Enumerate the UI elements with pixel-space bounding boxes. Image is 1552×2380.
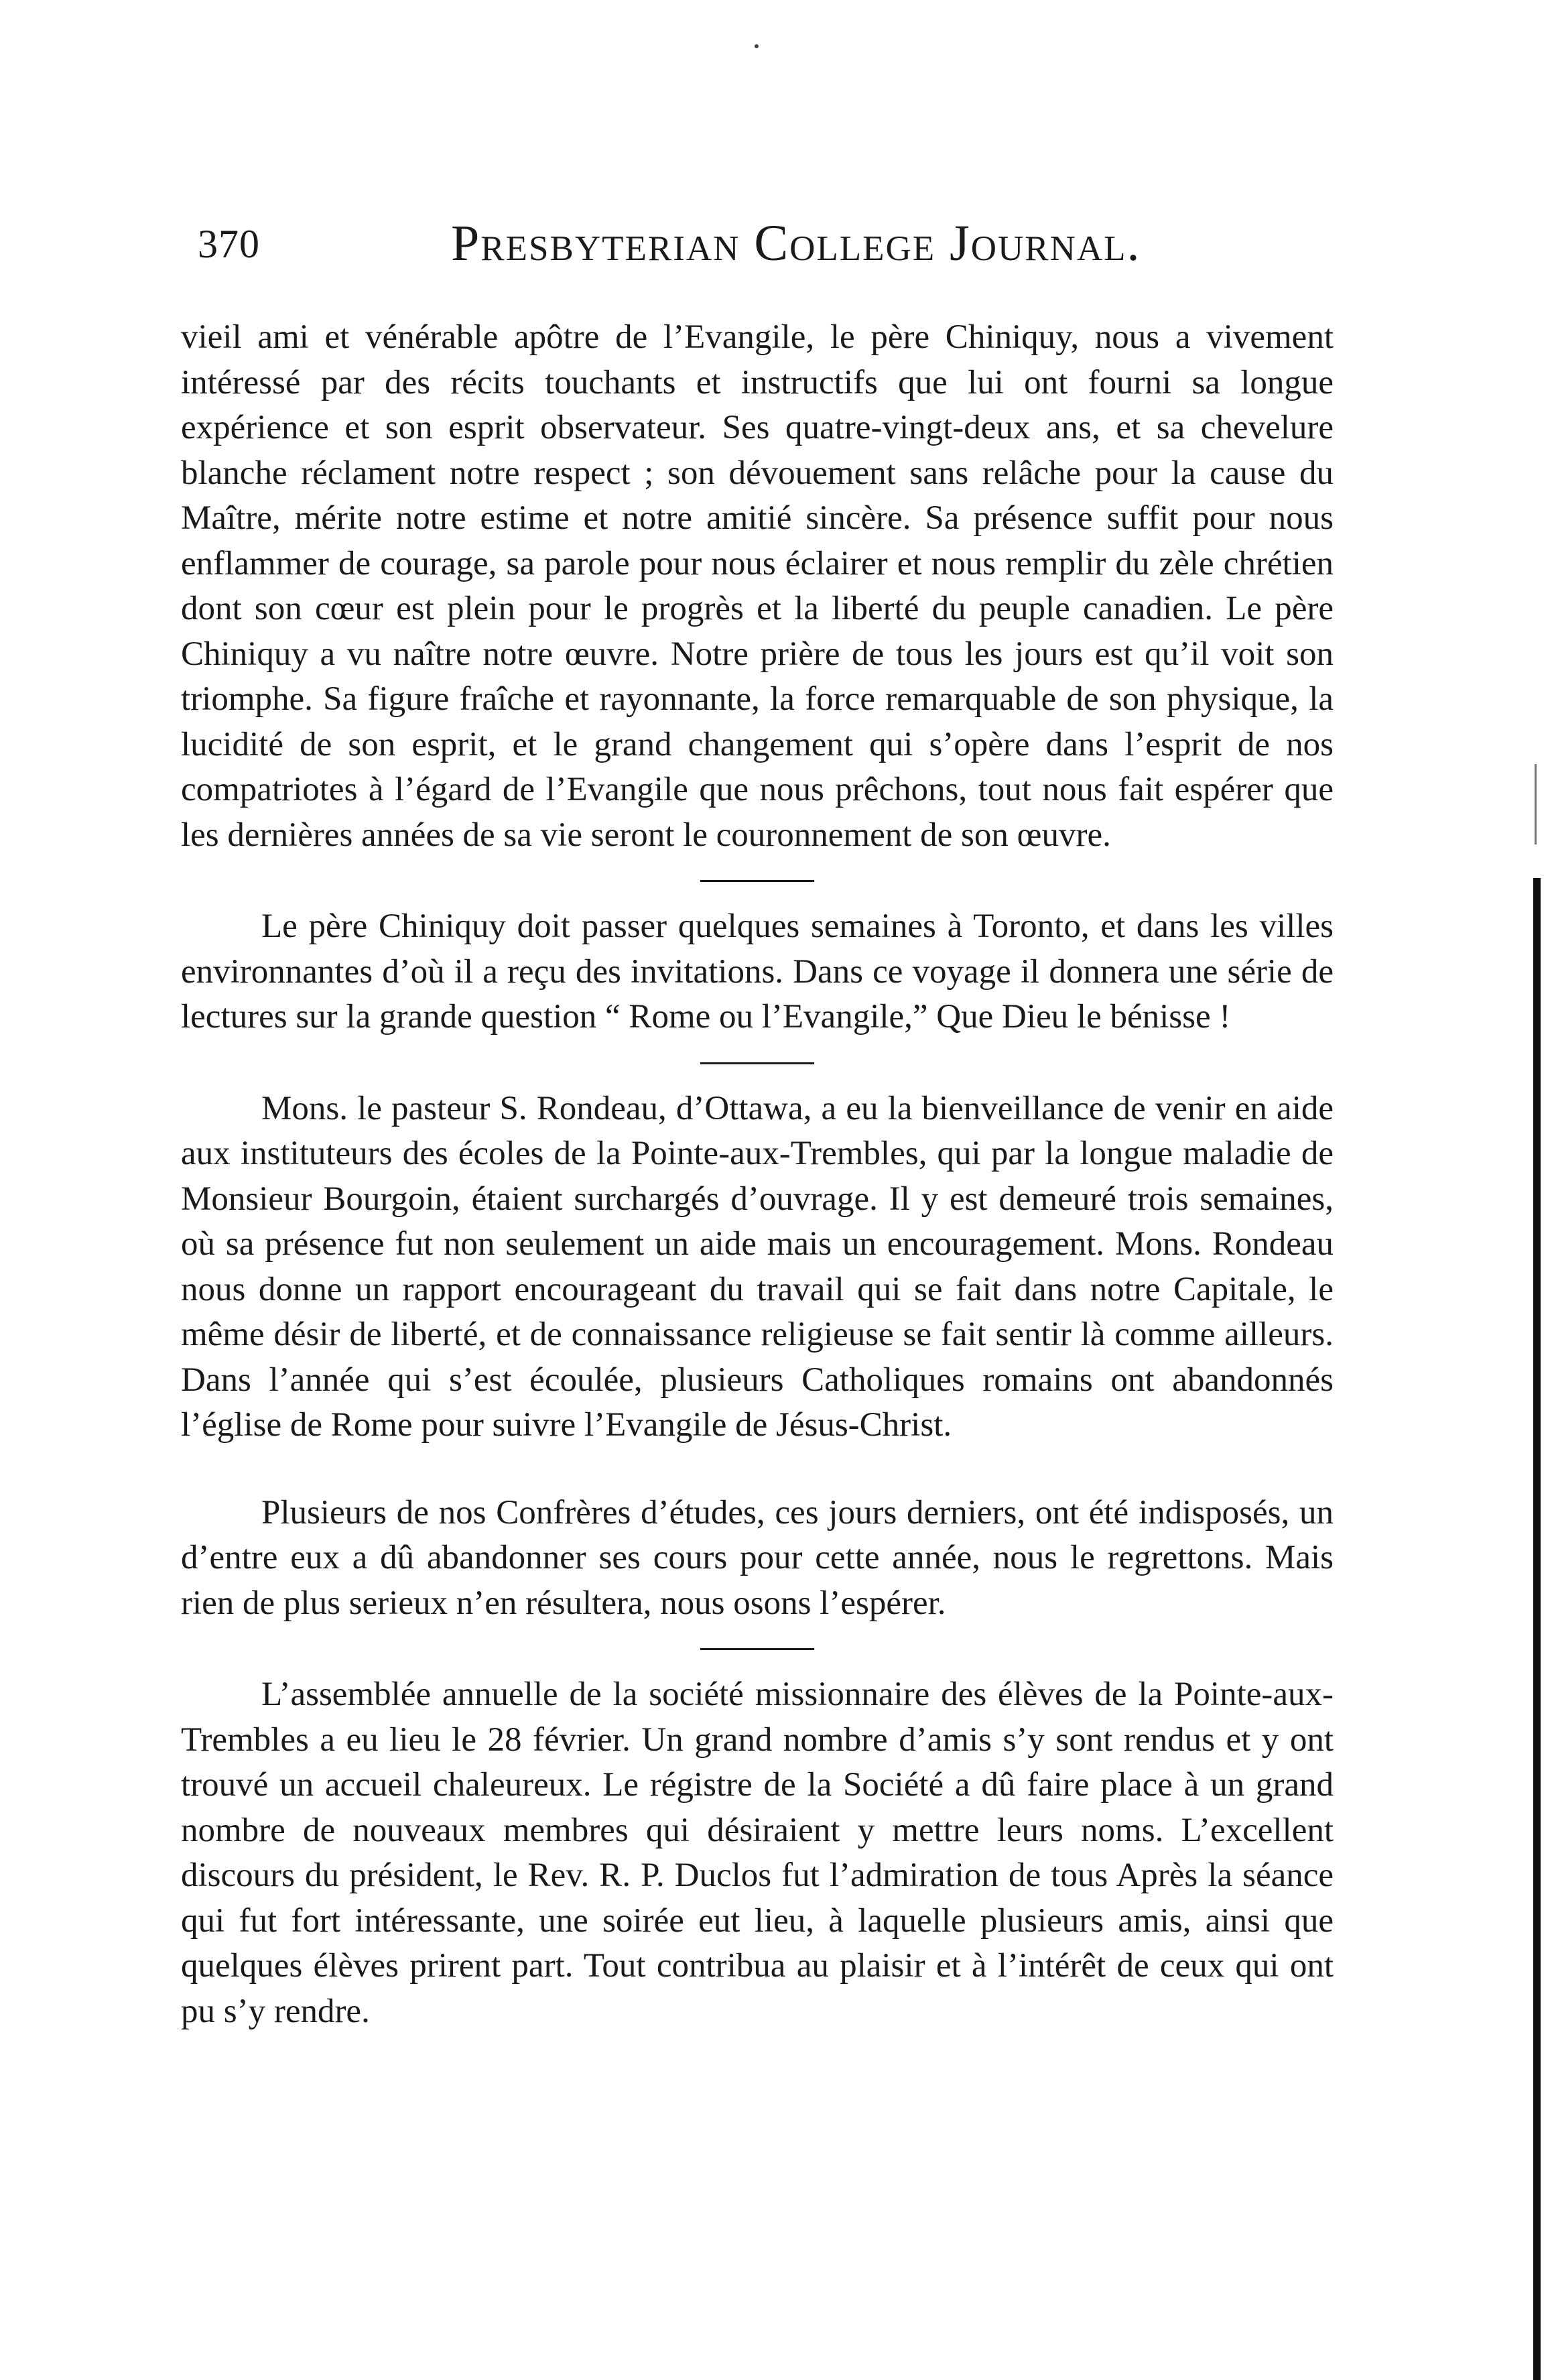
paragraph-chiniquy-toronto: Le père Chiniquy doit passer quelques semaines à Toronto, et dans les villes environnantes d’où il a reçu des invitations. Dans ce voyage il donnera une série de lectures sur la grande question “ Rome ou l’Evangile,” Que Dieu le bénisse ! — [181, 907, 1334, 1036]
scan-edge-mark — [1535, 764, 1537, 844]
paragraph-rondeau: Mons. le pasteur S. Rondeau, d’Ottawa, a eu la bienveillance de venir en aide aux instituteurs des écoles de la Pointe-aux-Trembles, qui par la longue maladie de Monsieur Bourgoin, étaient surchargés d’ouvrage. Il y est demeuré trois semaines, où sa présence fut non seulement un aide mais un encouragement. Mons. Rondeau nous donne un rapport encourageant du travail qui se fait dans notre Capitale, le même désir de liberté, et de connaissance religieuse se fait sentir là comme ailleurs. Dans l’année qui s’est écoulée, plusieurs Catholiques romains ont abandonnés l’église de Rome pour suivre l’Evangile de Jésus-Christ. — [181, 1089, 1334, 1444]
section-separator — [700, 880, 814, 882]
scan-speck — [755, 44, 759, 48]
paragraph-confreres: Plusieurs de nos Confrères d’études, ces jours derniers, ont été indisposés, un d’entre eux a dû abandonner ses cours pour cette année, nous le regrettons. Mais rien de plus serieux n’en résultera, nous osons l’espérer. — [181, 1493, 1334, 1622]
section-separator — [700, 1062, 814, 1064]
paragraph-chiniquy-visit: vieil ami et vénérable apôtre de l’Evangile, le père Chiniquy, nous a vivement intéressé par des récits touchants et instructifs que lui ont fourni sa longue expérience et son esprit observateur. Ses quatre-vingt-deux ans, et sa chevelure blanche réclament notre respect ; son dévouement sans relâche pour la cause du Maître, mérite notre estime et notre amitié sincère. Sa présence suffit pour nous enflammer de courage, sa parole pour nous éclairer et nous remplir du zèle chrétien dont son cœur est plein pour le progrès et la liberté du peuple canadien. Le père Chiniquy a vu naître notre œuvre. Notre prière de tous les jours est qu’il voit son triomphe. Sa figure fraîche et rayonnante, la force remarquable de son physique, la lucidité de son esprit, et le grand changement qui s’opère dans l’esprit de nos compatriotes à l’égard de l’Evangile que nous prêchons, tout nous fait espérer que les dernières années de sa vie seront le couronnement de son œuvre. — [181, 318, 1334, 854]
paragraph-gap — [181, 1448, 1334, 1491]
section-separator — [700, 1648, 814, 1650]
text-column — [181, 315, 1334, 2034]
paragraph-assemblee: L’assemblée annuelle de la société missionnaire des élèves de la Pointe-aux-Trembles a eu lieu le 28 février. Un grand nombre d’amis s’y sont rendus et y ont trouvé un accueil chaleureux. Le régistre de la Société a dû faire place à un grand nombre de nouveaux membres qui désiraient y mettre leurs noms. L’excellent discours du président, le Rev. R. P. Duclos fut l’admiration de tous Après la séance qui fut fort intéressante, une soirée eut lieu, à laquelle plusieurs amis, ainsi que quelques élèves prirent part. Tout contribua au plaisir et à l’intérêt de ceux qui ont pu s’y rendre. — [181, 1676, 1334, 2030]
scan-edge-rule — [1533, 878, 1541, 2380]
running-title: Presbyterian College Journal. — [451, 215, 1141, 271]
page-number: 370 — [198, 222, 260, 266]
page-header — [198, 214, 1337, 281]
